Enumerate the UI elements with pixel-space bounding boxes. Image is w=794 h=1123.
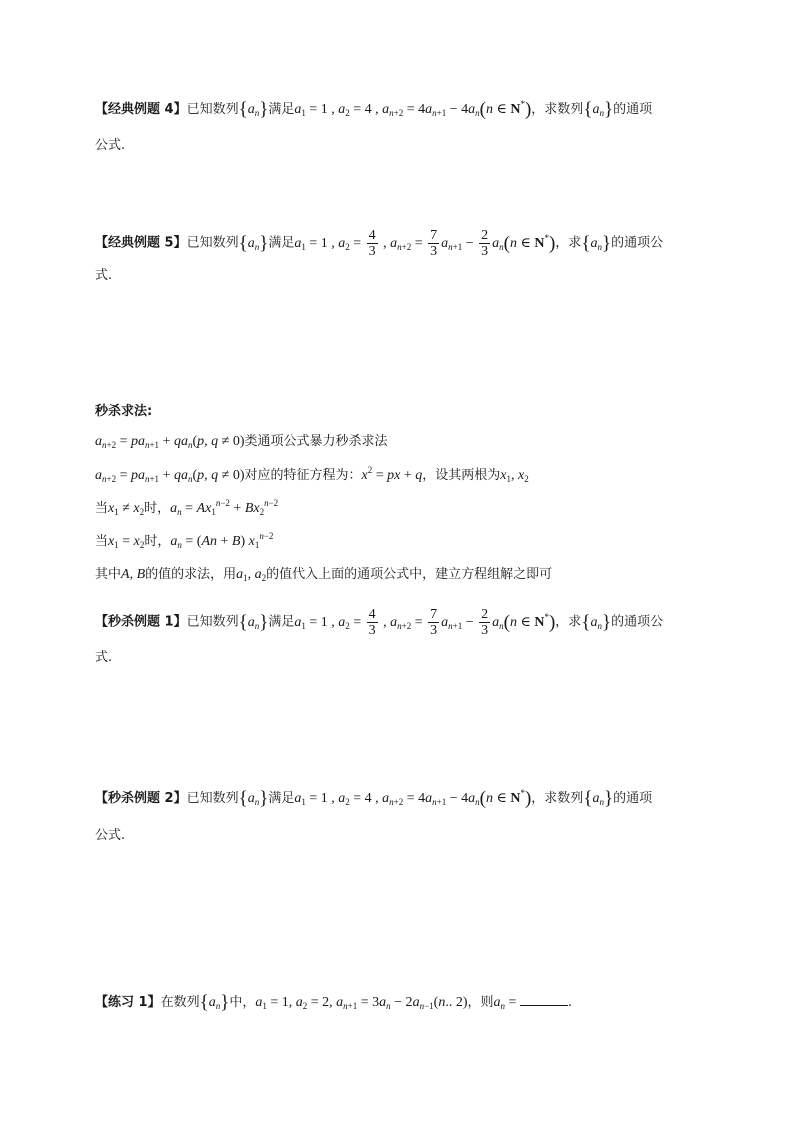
- quick-example1-label: 【秒杀例题 1】: [95, 614, 187, 630]
- answer-blank[interactable]: [520, 993, 568, 1006]
- exercise1-statement: 【练习 1】在数列$\{a_n\}$中，$a_1 = 1$, $a_2 = 2$, $a_{n+1} = 3a_n - 2a_{n-1}(n$.. 2)，则$a_n$ = .: [95, 992, 573, 1013]
- method-line-2: $a_{n+2} = pa_{n+1} + qa_n(p$, q ≠ 0)对应的特征方程为：$x^2$ = px + q，设其两根为$x_1$, $x_2$: [95, 465, 529, 484]
- quick-example1-statement: 【秒杀例题 1】已知数列$\{a_n\}$满足$a_1 = 1$ , $a_2$ = $\frac{4}{3}$ , $a_{n+2}$ = $\frac{7}{3}$ $a_{n+1}$ − $\frac{2}{3}$ $a_n(n$ ∈ N*)，求$\{a_n\}$的通项公: [95, 607, 664, 638]
- example5-continuation: 式.: [95, 268, 113, 283]
- quick-example1-continuation: 式.: [95, 650, 113, 665]
- quick-example2-continuation: 公式.: [95, 828, 126, 843]
- quick-example2-label: 【秒杀例题 2】: [95, 791, 187, 806]
- example5-label: 【经典例题 5】: [95, 235, 187, 251]
- method-line-1: $a_{n+2} = pa_{n+1} + qa_n(p$, q ≠ 0)类通项公式暴力秒杀求法: [95, 434, 388, 450]
- example4-continuation: 公式.: [95, 138, 126, 153]
- method-line-4: 当$x_1 = x_2$时，$a_n = (An + B)$ $x_1^{n-2}$: [95, 531, 274, 550]
- example5-statement: 【经典例题 5】已知数列$\{a_n\}$满足$a_1 = 1$ , $a_2$ = $\frac{4}{3}$ , $a_{n+2}$ = $\frac{7}{3}$ $a_{n+1}$ − $\frac{2}{3}$ $a_n(n$ ∈ N*)，求$\{a_n\}$的通项公: [95, 228, 664, 259]
- method-line-5: 其中A, B的值的求法，用$a_1$, $a_2$的值代入上面的通项公式中，建立方程组解之即可: [95, 567, 553, 583]
- example4-label: 【经典例题 4】: [95, 102, 187, 117]
- quick-example2-statement: 【秒杀例题 2】已知数列$\{a_n\}$满足$a_1 = 1$ , $a_2 = 4$ , $a_{n+2} = 4a_{n+1} - 4a_n(n$ ∈ N*)，求数列$\{a_n\}$的通项: [95, 788, 653, 809]
- exercise1-label: 【练习 1】: [95, 995, 161, 1010]
- example4-statement: 【经典例题 4】已知数列$\{a_n\}$满足$a_1 = 1$ , $a_2 = 4$ , $a_{n+2} = 4a_{n+1} - 4a_n(n$ ∈ N*)，求数列$\{a_n\}$的通项: [95, 99, 653, 120]
- method-title: 秒杀求法:: [95, 404, 153, 419]
- method-line-3: 当$x_1 \ne x_2$时，$a_n = Ax_1^{n-2} + Bx_2^{n-2}$: [95, 498, 279, 517]
